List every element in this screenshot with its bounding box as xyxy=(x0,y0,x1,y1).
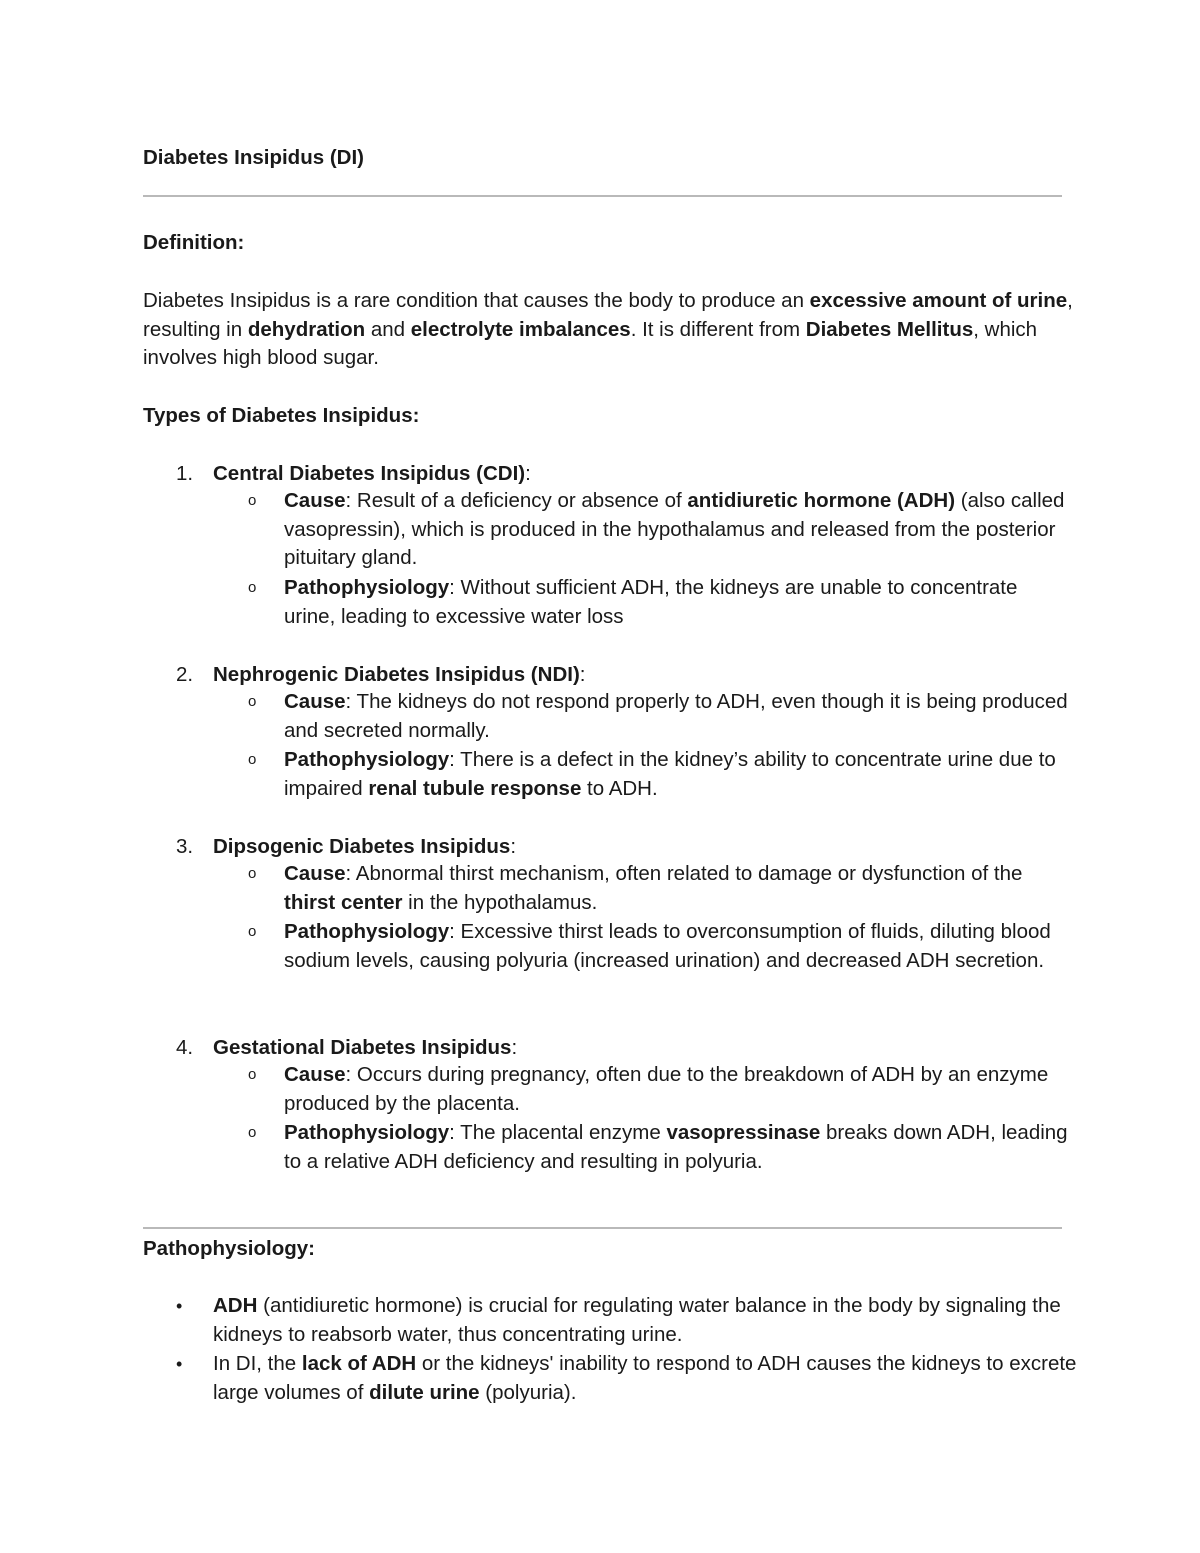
pathophysiology-text: Pathophysiology: There is a defect in the kidney’s ability to concentrate urine due to impaired renal tubule response to ADH. xyxy=(284,748,1056,800)
types-heading: Types of Diabetes Insipidus: xyxy=(143,404,420,427)
sub-bullet-marker: o xyxy=(248,865,257,882)
list-number: 1. xyxy=(176,462,194,485)
list-number: 2. xyxy=(176,663,194,686)
type-title: Dipsogenic Diabetes Insipidus: xyxy=(213,835,517,858)
pathophysiology-heading: Pathophysiology: xyxy=(143,1237,315,1260)
sub-bullet-marker: o xyxy=(248,579,257,596)
sub-bullet-marker: o xyxy=(248,1124,257,1141)
horizontal-divider xyxy=(143,1227,1062,1229)
sub-bullet-marker: o xyxy=(248,1066,257,1083)
cause-text: Cause: The kidneys do not respond properly to ADH, even though it is being produced and secreted normally. xyxy=(284,690,1068,742)
sub-bullet-marker: o xyxy=(248,492,257,509)
definition-heading: Definition: xyxy=(143,231,245,254)
cause-text: Cause: Abnormal thirst mechanism, often related to damage or dysfunction of the thirst center in the hypothalamus. xyxy=(284,862,1023,914)
patho-bullet-item: ADH (antidiuretic hormone) is crucial for regulating water balance in the body by signaling the kidneys to reabsorb water, thus concentrating urine. xyxy=(213,1294,1061,1346)
cause-text: Cause: Result of a deficiency or absence of antidiuretic hormone (ADH) (also called vasopressin), which is produced in the hypothalamus and released from the posterior pituitary gland. xyxy=(284,489,1065,570)
pathophysiology-text: Pathophysiology: Without sufficient ADH, the kidneys are unable to concentrate urine, leading to excessive water loss xyxy=(284,576,1018,628)
list-number: 3. xyxy=(176,835,194,858)
type-title: Nephrogenic Diabetes Insipidus (NDI): xyxy=(213,663,586,686)
bullet-marker: • xyxy=(176,1354,183,1374)
bullet-marker: • xyxy=(176,1296,183,1316)
horizontal-divider xyxy=(143,195,1062,197)
pathophysiology-text: Pathophysiology: The placental enzyme vasopressinase breaks down ADH, leading to a relative ADH deficiency and resulting in polyuria. xyxy=(284,1121,1068,1173)
list-number: 4. xyxy=(176,1036,194,1059)
pathophysiology-text: Pathophysiology: Excessive thirst leads to overconsumption of fluids, diluting blood sodium levels, causing polyuria (increased urination) and decreased ADH secretion. xyxy=(284,920,1051,972)
type-title: Gestational Diabetes Insipidus: xyxy=(213,1036,518,1059)
patho-bullet-item: In DI, the lack of ADH or the kidneys' inability to respond to ADH causes the kidneys to excrete large volumes of dilute urine (polyuria). xyxy=(213,1352,1077,1404)
sub-bullet-marker: o xyxy=(248,751,257,768)
cause-text: Cause: Occurs during pregnancy, often due to the breakdown of ADH by an enzyme produced by the placenta. xyxy=(284,1063,1049,1115)
definition-paragraph: Diabetes Insipidus is a rare condition that causes the body to produce an excessive amount of urine, resulting in dehydration and electrolyte imbalances. It is different from Diabetes Mellitus, which involves high blood sugar. xyxy=(143,289,1073,370)
type-title: Central Diabetes Insipidus (CDI): xyxy=(213,462,531,485)
document-title: Diabetes Insipidus (DI) xyxy=(143,146,364,169)
sub-bullet-marker: o xyxy=(248,923,257,940)
sub-bullet-marker: o xyxy=(248,693,257,710)
